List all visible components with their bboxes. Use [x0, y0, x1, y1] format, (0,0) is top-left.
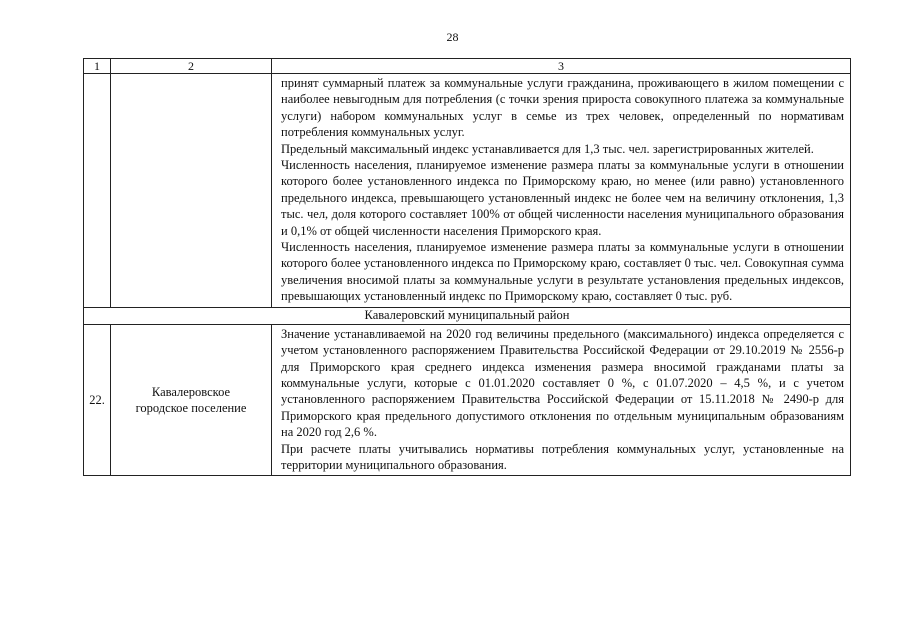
- section-title: Кавалеровский муниципальный район: [84, 307, 851, 324]
- section-row: [84, 307, 851, 324]
- paragraph: Значение устанавливаемой на 2020 год величины предельного (максимального) индекса определяется с учетом установленного распоряжением Правительства Российской Федерации от 29.10.2019 № 2556-р для Приморского края среднего индекса изменения размера вносимой гражданами платы за коммунальные услуги, которые с 01.01.2020 составляет 0 %, с 01.07.2020 – 4,5 %, и с учетом установленного распоряжением Правительства Российской Федерации от 15.11.2018 № 2490-р для Приморского края предельного допустимого отклонения по отдельным муниципальным образованиям на 2020 год 2,6 %.: [281, 326, 844, 440]
- row-name-cell: [111, 74, 272, 308]
- municipality-name-line2: городское поселение: [135, 401, 247, 416]
- municipality-name: [111, 324, 272, 476]
- column-header-2: 2: [111, 59, 272, 74]
- paragraph: Предельный максимальный индекс устанавливается для 1,3 тыс. чел. зарегистрированных жителей.: [281, 141, 814, 156]
- page-number: 28: [446, 30, 459, 44]
- column-header-1: 1: [84, 59, 111, 74]
- table-row-22: [84, 324, 851, 476]
- row-number-cell: [84, 74, 111, 308]
- column-header-3: 3: [272, 59, 851, 74]
- document-table: [83, 58, 851, 476]
- municipality-name-line1: Кавалеровское: [151, 385, 231, 400]
- table-row-continuation: [84, 74, 851, 308]
- row-text-cell: [272, 74, 851, 308]
- paragraph: Численность населения, планируемое изменение размера платы за коммунальные услуги в отношении которого более установленного индекса по Приморскому краю, составляет 0 тыс. чел. Совокупная сумма увеличения вносимой платы за коммунальные услуги в результате установления предельных индексов, превышающих установленный индекс по Приморскому краю, составляет 0 тыс. руб.: [281, 240, 844, 304]
- paragraph: принят суммарный платеж за коммунальные услуги гражданина, проживающего в жилом помещении с наиболее невыгодным для потребления (с точки зрения прироста совокупного платежа за коммунальные услуги) набором коммунальных услуг в семье из трех человек, определенный по нормативам потребления коммунальных услуг.: [281, 76, 844, 140]
- paragraph: Численность населения, планируемое изменение размера платы за коммунальные услуги в отношении которого более установленного индекса по Приморскому краю, но менее (или равно) установленного предельного индекса, превышающего установленный индекс не более чем на величину отклонения, 1,3 тыс. чел, доля которого составляет 100% от общей численности населения муниципального образования и 0,1% от общей численности населения Приморского края.: [281, 158, 844, 238]
- table-header-row: [84, 59, 851, 74]
- row-number: 22.: [84, 324, 111, 476]
- paragraph: При расчете платы учитывались нормативы потребления коммунальных услуг, установленные на территории муниципального образования.: [281, 441, 844, 472]
- row-text-cell: [272, 324, 851, 476]
